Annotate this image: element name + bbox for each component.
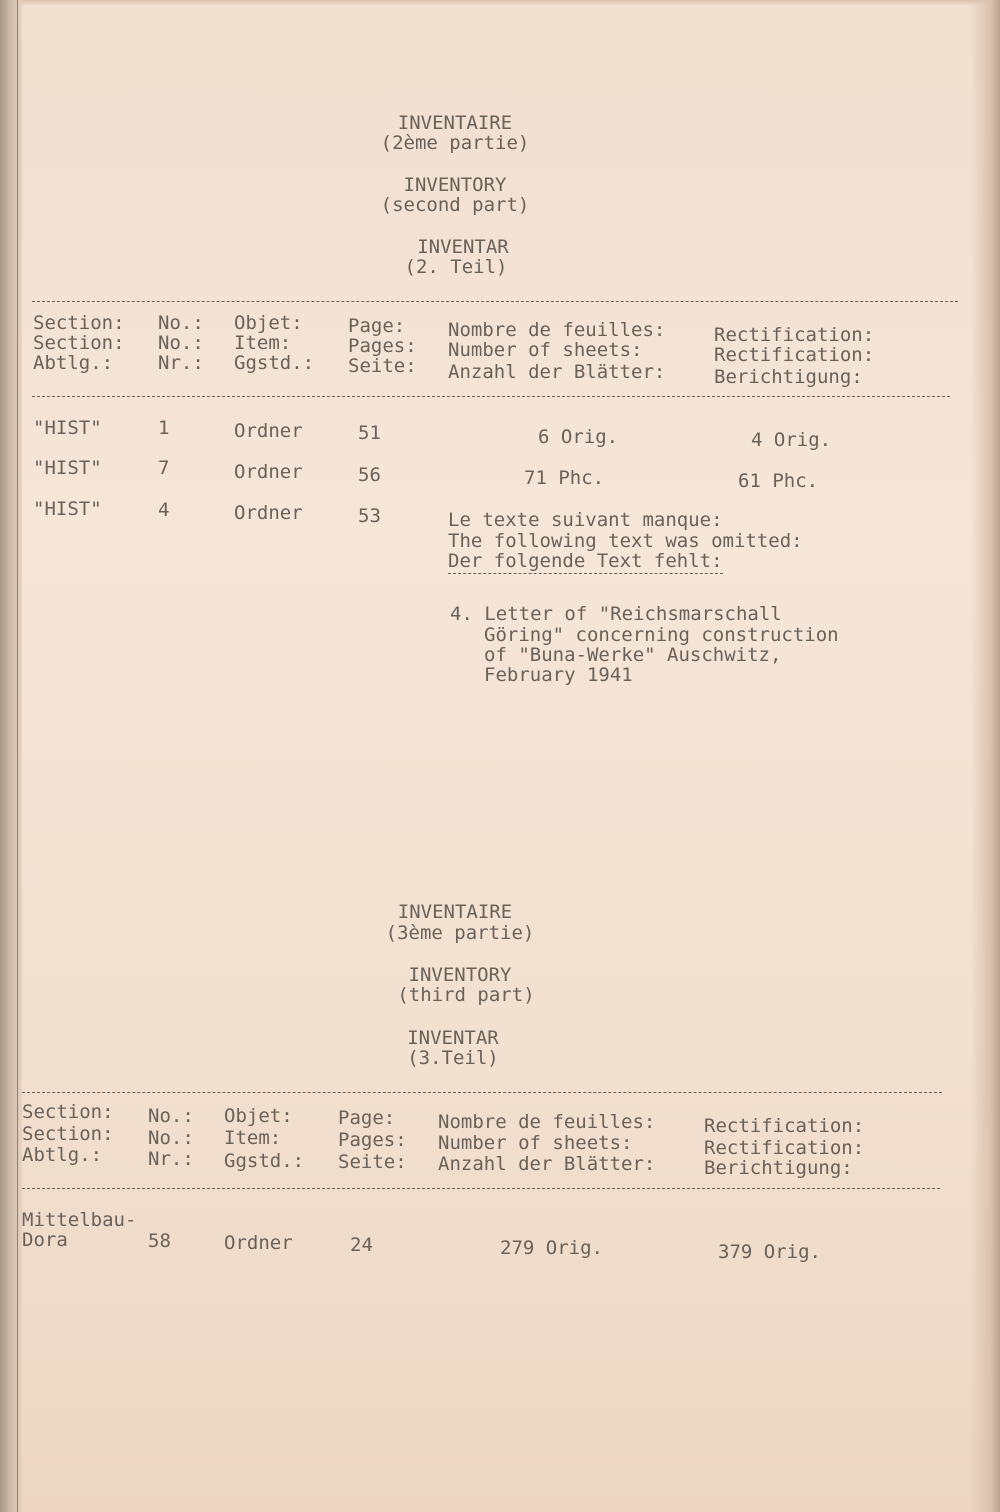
- note-de-text: Der folgende Text fehlt:: [448, 550, 723, 572]
- header-item-de: Ggstd.:: [224, 1150, 305, 1172]
- header-rect-de: Berichtigung:: [714, 366, 863, 388]
- header-page-fr: Page:: [338, 1107, 396, 1129]
- header-section-en: Section:: [22, 1123, 114, 1145]
- part2-title-en: INVENTORY: [403, 174, 507, 196]
- header-item-fr: Objet:: [224, 1105, 293, 1127]
- header-section-en: Section:: [33, 332, 125, 354]
- row-page: 24: [350, 1234, 373, 1256]
- header-page-en: Pages:: [338, 1129, 407, 1151]
- row-section-line-2: Dora: [22, 1229, 68, 1251]
- header-sheets-de: Anzahl der Blätter:: [448, 361, 666, 383]
- header-no-en: No.:: [158, 332, 204, 354]
- note-de: [448, 551, 723, 572]
- row-sheets: 71 Phc.: [524, 467, 605, 489]
- part2-subtitle-en: (second part): [380, 194, 530, 216]
- header-section-fr: Section:: [22, 1101, 114, 1123]
- header-sheets-en: Number of sheets:: [448, 339, 643, 361]
- part3-subtitle-fr: (3ème partie): [385, 922, 535, 944]
- row-page: 53: [358, 505, 381, 527]
- header-no-de: Nr.:: [148, 1148, 194, 1170]
- page-top-edge: [0, 0, 1000, 6]
- row-section-line-1: Mittelbau-: [22, 1209, 137, 1231]
- header-item-de: Ggstd.:: [234, 352, 315, 374]
- row-section: "HIST": [33, 417, 102, 439]
- header-no-de: Nr.:: [158, 352, 204, 374]
- row-section: "HIST": [33, 498, 102, 520]
- row-rect: 61 Phc.: [738, 470, 819, 492]
- header-rect-en: Rectification:: [704, 1137, 865, 1159]
- header-no-en: No.:: [148, 1127, 194, 1149]
- part2-title-de: INVENTAR: [417, 236, 509, 258]
- omitted-line-2: Göring" concerning construction: [484, 624, 839, 646]
- row-item: Ordner: [234, 420, 303, 442]
- part3-subtitle-en: (third part): [397, 984, 535, 1006]
- header-rect-en: Rectification:: [714, 344, 875, 366]
- row-section: "HIST": [33, 457, 102, 479]
- header-sheets-fr: Nombre de feuilles:: [448, 319, 666, 341]
- part2-header-bottom-rule: [32, 396, 950, 397]
- row-item: Ordner: [234, 502, 303, 524]
- header-rect-de: Berichtigung:: [704, 1157, 853, 1179]
- part2-subtitle-de: (2. Teil): [404, 256, 508, 278]
- row-sheets: 279 Orig.: [500, 1237, 603, 1259]
- header-section-fr: Section:: [33, 312, 125, 334]
- omitted-line-1: 4. Letter of "Reichsmarschall: [450, 603, 782, 625]
- part3-subtitle-de: (3.Teil): [407, 1047, 499, 1069]
- part3-title-fr: INVENTAIRE: [397, 901, 513, 923]
- part3-title-de: INVENTAR: [407, 1027, 499, 1049]
- row-no: 4: [158, 499, 170, 521]
- header-no-fr: No.:: [148, 1105, 194, 1127]
- note-fr: Le texte suivant manque:: [448, 509, 723, 531]
- row-rect: 379 Orig.: [718, 1241, 821, 1263]
- part3-header-top-rule: [22, 1092, 942, 1093]
- header-item-en: Item:: [234, 332, 292, 354]
- header-page-fr: Page:: [348, 315, 406, 337]
- page-right-edge: [970, 0, 1000, 1512]
- part3-header-bottom-rule: [22, 1188, 940, 1189]
- row-page: 56: [358, 464, 381, 486]
- page-binding-edge: [0, 0, 22, 1512]
- row-no: 7: [158, 457, 170, 479]
- header-sheets-en: Number of sheets:: [438, 1132, 633, 1154]
- header-rect-fr: Rectification:: [704, 1115, 865, 1137]
- header-page-en: Pages:: [348, 335, 417, 357]
- omitted-line-4: February 1941: [484, 664, 633, 686]
- part2-subtitle-fr: (2ème partie): [380, 132, 530, 154]
- part3-title-en: INVENTORY: [408, 964, 512, 986]
- omitted-line-3: of "Buna-Werke" Auschwitz,: [484, 644, 782, 666]
- row-no: 1: [158, 417, 170, 439]
- row-page: 51: [358, 422, 381, 444]
- header-section-de: Abtlg.:: [33, 352, 114, 374]
- row-item: Ordner: [224, 1232, 293, 1254]
- part2-title-fr: INVENTAIRE: [397, 112, 513, 134]
- row-rect: 4 Orig.: [751, 429, 832, 451]
- part2-header-top-rule: [32, 301, 958, 302]
- header-section-de: Abtlg.:: [22, 1144, 103, 1166]
- header-page-de: Seite:: [338, 1151, 407, 1173]
- row-no: 58: [148, 1230, 171, 1252]
- header-page-de: Seite:: [348, 355, 417, 377]
- row-sheets: 6 Orig.: [538, 426, 619, 448]
- row-item: Ordner: [234, 461, 303, 483]
- note-en: The following text was omitted:: [448, 530, 803, 552]
- header-rect-fr: Rectification:: [714, 324, 875, 346]
- header-item-fr: Objet:: [234, 312, 303, 334]
- header-sheets-de: Anzahl der Blätter:: [438, 1153, 656, 1175]
- header-item-en: Item:: [224, 1127, 282, 1149]
- header-sheets-fr: Nombre de feuilles:: [438, 1111, 656, 1133]
- header-no-fr: No.:: [158, 312, 204, 334]
